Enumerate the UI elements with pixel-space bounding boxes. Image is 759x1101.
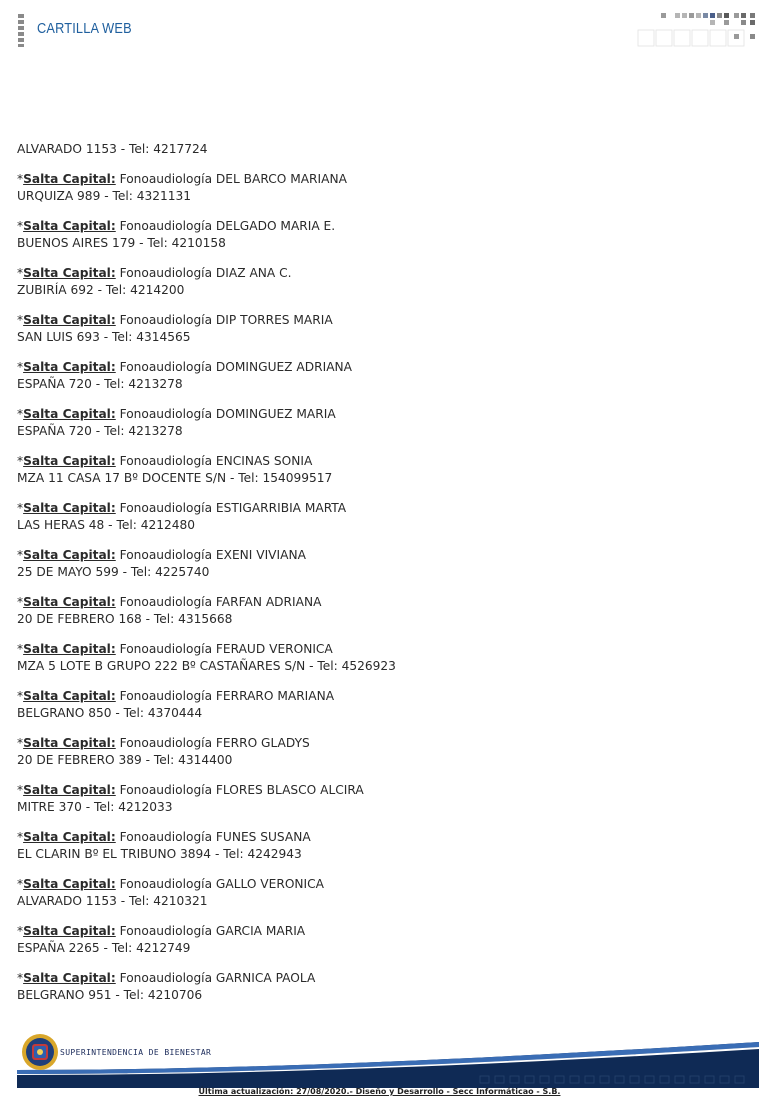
entry-prefix: * <box>17 595 24 609</box>
provider-heading <box>17 829 737 846</box>
provider-address: LAS HERAS 48 - Tel: 4212480 <box>17 518 195 532</box>
provider-entry <box>17 312 737 346</box>
provider-name: Fonoaudiología GALLO VERONICA <box>115 877 324 891</box>
city-label: Salta Capital: <box>23 407 116 421</box>
city-label: Salta Capital: <box>23 971 116 985</box>
provider-address: MZA 5 LOTE B GRUPO 222 Bº CASTAÑARES S/N - Tel: 4526923 <box>17 659 396 673</box>
provider-heading <box>17 265 737 282</box>
provider-entry <box>17 547 737 581</box>
provider-entry <box>17 970 737 1004</box>
city-label: Salta Capital: <box>23 783 116 797</box>
provider-address: MITRE 370 - Tel: 4212033 <box>17 800 173 814</box>
page-footer <box>0 1026 759 1101</box>
entry-prefix: * <box>17 783 24 797</box>
provider-name: Fonoaudiología DEL BARCO MARIANA <box>115 172 347 186</box>
provider-entry <box>17 500 737 534</box>
entry-prefix: * <box>17 501 24 515</box>
entry-prefix: * <box>17 454 24 468</box>
entry-prefix: * <box>17 877 24 891</box>
provider-address: 20 DE FEBRERO 168 - Tel: 4315668 <box>17 612 233 626</box>
provider-address: ESPAÑA 720 - Tel: 4213278 <box>17 424 183 438</box>
city-label: Salta Capital: <box>23 548 116 562</box>
entry-prefix: * <box>17 266 24 280</box>
city-label: Salta Capital: <box>23 360 116 374</box>
provider-heading <box>17 171 737 188</box>
provider-heading <box>17 923 737 940</box>
page-header <box>0 0 759 60</box>
continued-address-line: ALVARADO 1153 - Tel: 4217724 <box>17 142 208 156</box>
city-label: Salta Capital: <box>23 689 116 703</box>
entry-prefix: * <box>17 313 24 327</box>
provider-heading <box>17 500 737 517</box>
provider-heading <box>17 782 737 799</box>
provider-heading <box>17 359 737 376</box>
provider-address: BELGRANO 951 - Tel: 4210706 <box>17 988 203 1002</box>
entry-prefix: * <box>17 971 24 985</box>
entry-prefix: * <box>17 736 24 750</box>
city-label: Salta Capital: <box>23 877 116 891</box>
provider-entry <box>17 594 737 628</box>
provider-address: 20 DE FEBRERO 389 - Tel: 4314400 <box>17 753 233 767</box>
entries-container <box>17 171 737 1004</box>
provider-name: Fonoaudiología EXENI VIVIANA <box>115 548 306 562</box>
provider-name: Fonoaudiología DELGADO MARIA E. <box>115 219 336 233</box>
provider-name: Fonoaudiología FUNES SUSANA <box>115 830 311 844</box>
provider-entry <box>17 688 737 722</box>
provider-address: ZUBIRÍA 692 - Tel: 4214200 <box>17 283 185 297</box>
footer-band <box>0 1026 759 1088</box>
city-label: Salta Capital: <box>23 313 116 327</box>
provider-name: Fonoaudiología FARFAN ADRIANA <box>115 595 322 609</box>
provider-address: EL CLARIN Bº EL TRIBUNO 3894 - Tel: 4242943 <box>17 847 302 861</box>
provider-name: Fonoaudiología FERAUD VERONICA <box>115 642 333 656</box>
provider-address: URQUIZA 989 - Tel: 4321131 <box>17 189 191 203</box>
provider-entry <box>17 641 737 675</box>
entry-prefix: * <box>17 219 24 233</box>
entry-prefix: * <box>17 172 24 186</box>
provider-address: 25 DE MAYO 599 - Tel: 4225740 <box>17 565 210 579</box>
provider-heading <box>17 406 737 423</box>
city-label: Salta Capital: <box>23 595 116 609</box>
provider-name: Fonoaudiología DIAZ ANA C. <box>115 266 292 280</box>
city-label: Salta Capital: <box>23 830 116 844</box>
provider-heading <box>17 641 737 658</box>
provider-name: Fonoaudiología FERRARO MARIANA <box>115 689 335 703</box>
city-label: Salta Capital: <box>23 501 116 515</box>
provider-name: Fonoaudiología GARCIA MARIA <box>115 924 306 938</box>
provider-address: ESPAÑA 720 - Tel: 4213278 <box>17 377 183 391</box>
provider-entry <box>17 923 737 957</box>
entry-prefix: * <box>17 689 24 703</box>
provider-name: Fonoaudiología FERRO GLADYS <box>115 736 310 750</box>
provider-heading <box>17 688 737 705</box>
organization-label: SUPERINTENDENCIA DE BIENESTAR <box>60 1048 212 1057</box>
header-accent-bar <box>18 14 24 47</box>
entry-prefix: * <box>17 360 24 374</box>
last-update-note: Última actualización: 27/08/2020.- Diseño y Desarrollo - Secc Informáticao - S.B. <box>198 1087 561 1096</box>
provider-name: Fonoaudiología ENCINAS SONIA <box>115 454 313 468</box>
provider-name: Fonoaudiología DIP TORRES MARIA <box>115 313 333 327</box>
entry-prefix: * <box>17 548 24 562</box>
provider-address: BUENOS AIRES 179 - Tel: 4210158 <box>17 236 226 250</box>
city-label: Salta Capital: <box>23 266 116 280</box>
city-label: Salta Capital: <box>23 924 116 938</box>
provider-entry <box>17 218 737 252</box>
provider-entry <box>17 171 737 205</box>
entry-prefix: * <box>17 830 24 844</box>
provider-entry <box>17 359 737 393</box>
city-label: Salta Capital: <box>23 736 116 750</box>
provider-entry <box>17 453 737 487</box>
entry-prefix: * <box>17 642 24 656</box>
provider-list <box>17 141 737 1017</box>
provider-name: Fonoaudiología FLORES BLASCO ALCIRA <box>115 783 364 797</box>
city-label: Salta Capital: <box>23 642 116 656</box>
city-label: Salta Capital: <box>23 219 116 233</box>
provider-heading <box>17 218 737 235</box>
provider-heading <box>17 594 737 611</box>
provider-name: Fonoaudiología GARNICA PAOLA <box>115 971 316 985</box>
provider-heading <box>17 735 737 752</box>
provider-entry <box>17 829 737 863</box>
provider-heading <box>17 547 737 564</box>
provider-name: Fonoaudiología DOMINGUEZ ADRIANA <box>115 360 352 374</box>
page-title: CARTILLA WEB <box>37 21 132 37</box>
provider-address: MZA 11 CASA 17 Bº DOCENTE S/N - Tel: 154099517 <box>17 471 333 485</box>
provider-heading <box>17 312 737 329</box>
provider-heading <box>17 970 737 987</box>
provider-address: ALVARADO 1153 - Tel: 4210321 <box>17 894 208 908</box>
provider-name: Fonoaudiología DOMINGUEZ MARIA <box>115 407 336 421</box>
provider-name: Fonoaudiología ESTIGARRIBIA MARTA <box>115 501 347 515</box>
city-label: Salta Capital: <box>23 172 116 186</box>
provider-entry <box>17 735 737 769</box>
entry-prefix: * <box>17 407 24 421</box>
header-grid-decoration <box>634 10 759 48</box>
provider-address: SAN LUIS 693 - Tel: 4314565 <box>17 330 191 344</box>
provider-entry <box>17 876 737 910</box>
provider-entry <box>17 782 737 816</box>
provider-entry <box>17 406 737 440</box>
provider-heading <box>17 453 737 470</box>
provider-heading <box>17 876 737 893</box>
provider-entry <box>17 265 737 299</box>
entry-prefix: * <box>17 924 24 938</box>
provider-address: ESPAÑA 2265 - Tel: 4212749 <box>17 941 191 955</box>
city-label: Salta Capital: <box>23 454 116 468</box>
provider-address: BELGRANO 850 - Tel: 4370444 <box>17 706 203 720</box>
institution-seal-icon <box>20 1032 60 1072</box>
